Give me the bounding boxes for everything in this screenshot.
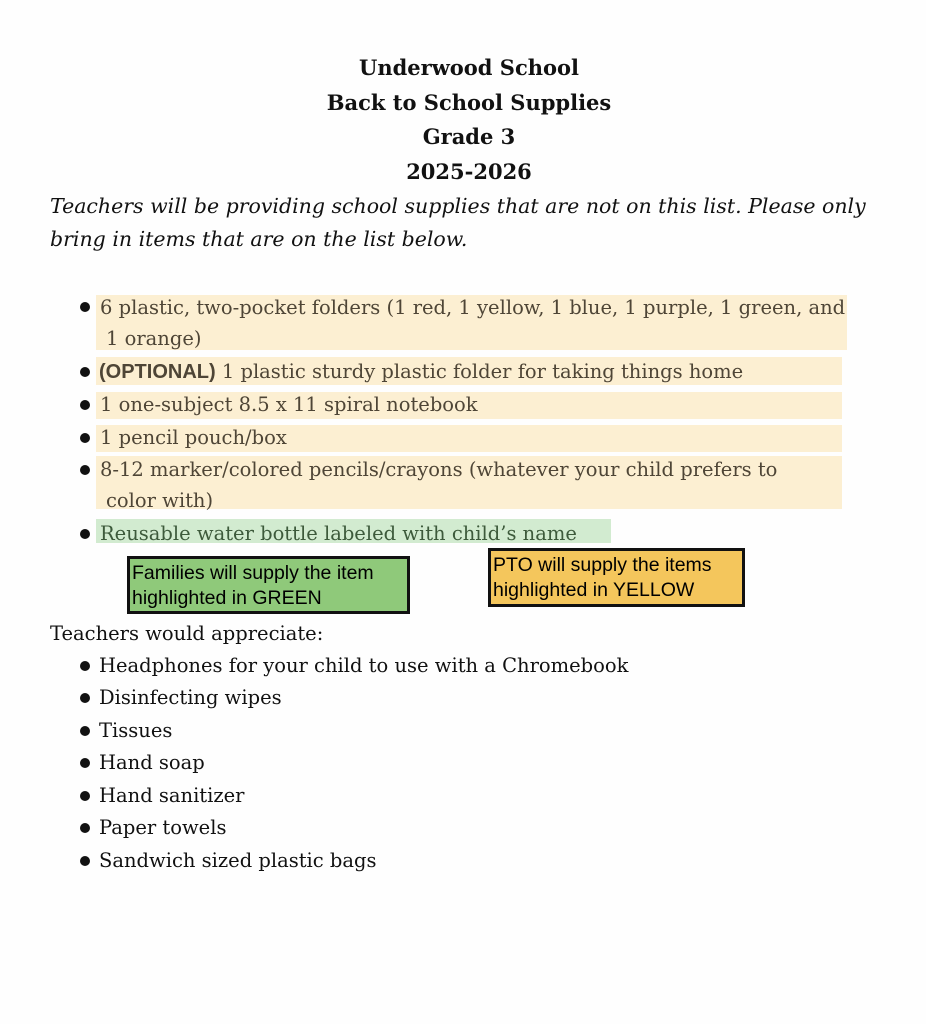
supply-item-optional-folder: (OPTIONAL) 1 plastic sturdy plastic folder for taking things home — [99, 360, 744, 383]
document-title: Back to School Supplies — [326, 89, 612, 115]
appreciate-item-tissues: Tissues — [99, 719, 173, 742]
document-header — [0, 51, 926, 190]
bullet — [80, 758, 90, 768]
supply-item-pencil-pouch: 1 pencil pouch/box — [100, 426, 287, 449]
bullet — [80, 726, 90, 736]
legend-yellow-box: PTO will supply the items highlighted in YELLOW — [488, 548, 745, 607]
supply-item-coloring-cont: color with) — [106, 489, 214, 512]
legend-green-box: Families will supply the item highlighted in GREEN — [127, 556, 410, 614]
bullet — [80, 856, 90, 866]
bullet — [80, 367, 90, 377]
school-year: 2025-2026 — [406, 159, 532, 185]
bullet — [80, 465, 90, 475]
intro-paragraph: Teachers will be providing school supplies that are not on this list. Please only bring in items that are on the list below. — [50, 194, 866, 251]
supply-item-notebook: 1 one-subject 8.5 x 11 spiral notebook — [100, 393, 478, 416]
appreciate-item-paper-towels: Paper towels — [99, 816, 227, 839]
appreciate-heading: Teachers would appreciate: — [50, 622, 324, 645]
appreciate-item-sanitizer: Hand sanitizer — [99, 784, 245, 807]
grade-label: Grade 3 — [422, 124, 516, 150]
appreciate-item-headphones: Headphones for your child to use with a Chromebook — [99, 654, 629, 677]
school-name: Underwood School — [359, 55, 579, 80]
bullet — [80, 693, 90, 703]
appreciate-item-wipes: Disinfecting wipes — [99, 686, 282, 709]
appreciate-item-bags: Sandwich sized plastic bags — [99, 849, 377, 872]
supply-item-coloring: 8-12 marker/colored pencils/crayons (whatever your child prefers to — [100, 458, 778, 481]
bullet — [80, 400, 90, 410]
supply-item-water-bottle: Reusable water bottle labeled with child’s name — [100, 522, 577, 545]
appreciate-item-hand-soap: Hand soap — [99, 751, 205, 774]
supply-item-folders-cont: 1 orange) — [106, 327, 202, 350]
bullet — [80, 791, 90, 801]
supply-item-folders: 6 plastic, two-pocket folders (1 red, 1 yellow, 1 blue, 1 purple, 1 green, and — [100, 296, 846, 319]
bullet — [80, 661, 90, 671]
bullet — [80, 529, 90, 539]
bullet — [80, 433, 90, 443]
bullet — [80, 823, 90, 833]
optional-label: (OPTIONAL) — [99, 361, 216, 383]
bullet — [80, 302, 90, 312]
